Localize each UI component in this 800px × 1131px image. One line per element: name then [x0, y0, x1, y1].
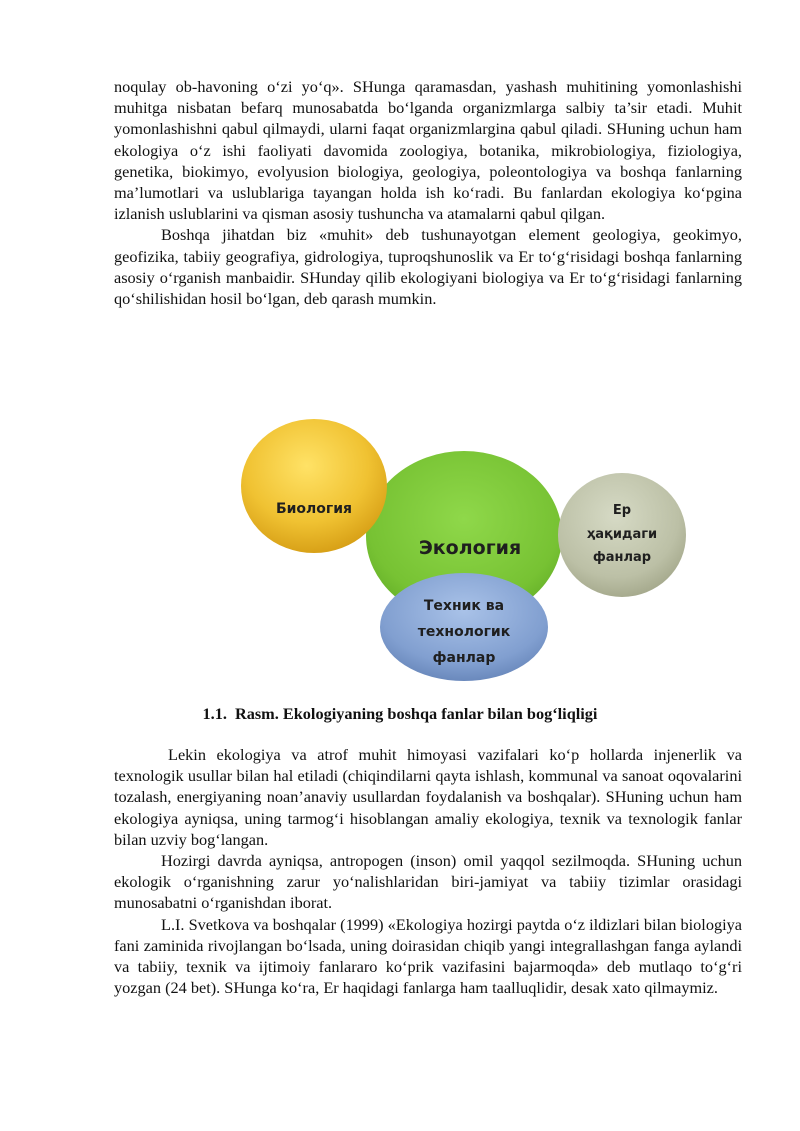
- figure-caption: [0, 703, 800, 724]
- diagram-svg: [230, 418, 700, 686]
- biology-circle: [241, 419, 387, 553]
- tech-label-line: фанлар: [432, 650, 496, 666]
- paragraph: Lekin ekologiya va atrof muhit himoyasi vazifalari ko‘p hollarda injenerlik va texnologik usullar bilan hal etiladi (chiqindilarni qayta ishlash, kommunal va sanoat oqovalarini tozalash, energiyaning noan’anaviy usullardan foydalanish va boshqalar). SHuning uchun ham ekologiya ayniqsa, uning tarmog‘i hisoblangan amaliy ekologiya, texnik va texnologik fanlar bilan uzviy bog‘langan.: [114, 745, 742, 849]
- caption-number: 1.1.: [202, 704, 227, 723]
- tech-label-line: Техник ва: [423, 598, 505, 614]
- biology-label: Биология: [275, 501, 353, 517]
- caption-text: Rasm. Ekologiyaning boshqa fanlar bilan bog‘liqligi: [234, 704, 598, 723]
- text-block-bottom: [114, 744, 742, 998]
- earth-label-line: фанлар: [592, 550, 652, 565]
- paragraph: Boshqa jihatdan biz «muhit» deb tushunayotgan element geologiya, geokimyo, geofizika, tabiiy geografiya, gidrologiya, tuproqshunoslik va Er to‘g‘risidagi boshqa fanlarning asosiy o‘rganish manbaidir. SHunday qilib ekologiyani biologiya va Er to‘g‘risidagi fanlarning qo‘shilishidan hosil bo‘lgan, deb qarash mumkin.: [114, 225, 742, 309]
- earth-label-line: Ер: [612, 503, 632, 518]
- ecology-label: Экология: [418, 537, 522, 559]
- paragraph: noqulay ob-havoning o‘zi yo‘q». SHunga qaramasdan, yashash muhitining yomonlashishi muhitga nisbatan befarq munosabatda bo‘lganda organizmlarga salbiy ta’sir etadi. Muhit yomonlashishni qabul qilmaydi, ularni faqat organizmlargina qabul qiladi. SHuning uchun ham ekologiya o‘z ishi faoliyati davomida zoologiya, botanika, mikrobiologiya, fiziologiya, genetika, biokimyo, evolyusion biologiya, geologiya, poleontologiya va boshqa fanlarning ma’lumotlari va uslublariga tayangan holda ish ko‘radi. Bu fanlardan ekologiya ko‘pgina izlanish uslublarini va qisman asosiy tushuncha va atamalarni qabul qilgan.: [114, 77, 742, 224]
- text-block-top: [114, 76, 742, 309]
- tech-label-line: технологик: [417, 624, 511, 640]
- earth-label-line: ҳақидаги: [586, 527, 658, 542]
- ecology-diagram: [230, 418, 700, 686]
- paragraph: Hozirgi davrda ayniqsa, antropogen (inson) omil yaqqol sezilmoqda. SHuning uchun ekologik o‘rganishning zarur yo‘nalishlaridan biri-jamiyat va tabiiy tizimlar orasidagi munosabatni o‘rganishdan iborat.: [114, 851, 742, 913]
- paragraph: L.I. Svetkova va boshqalar (1999) «Ekologiya hozirgi paytda o‘z ildizlari bilan biologiya fani zaminida rivojlangan bo‘lsada, uning doirasidan chiqib yangi integrallashgan fanga aylandi va tabiiy, texnik va ijtimoiy fanlararo ko‘prik vazifasini bajarmoqda» deb mutlaqo to‘g‘ri yozgan (24 bet). SHunga ko‘ra, Er haqidagi fanlarga ham taalluqlidir, desak xato qilmaymiz.: [114, 914, 742, 998]
